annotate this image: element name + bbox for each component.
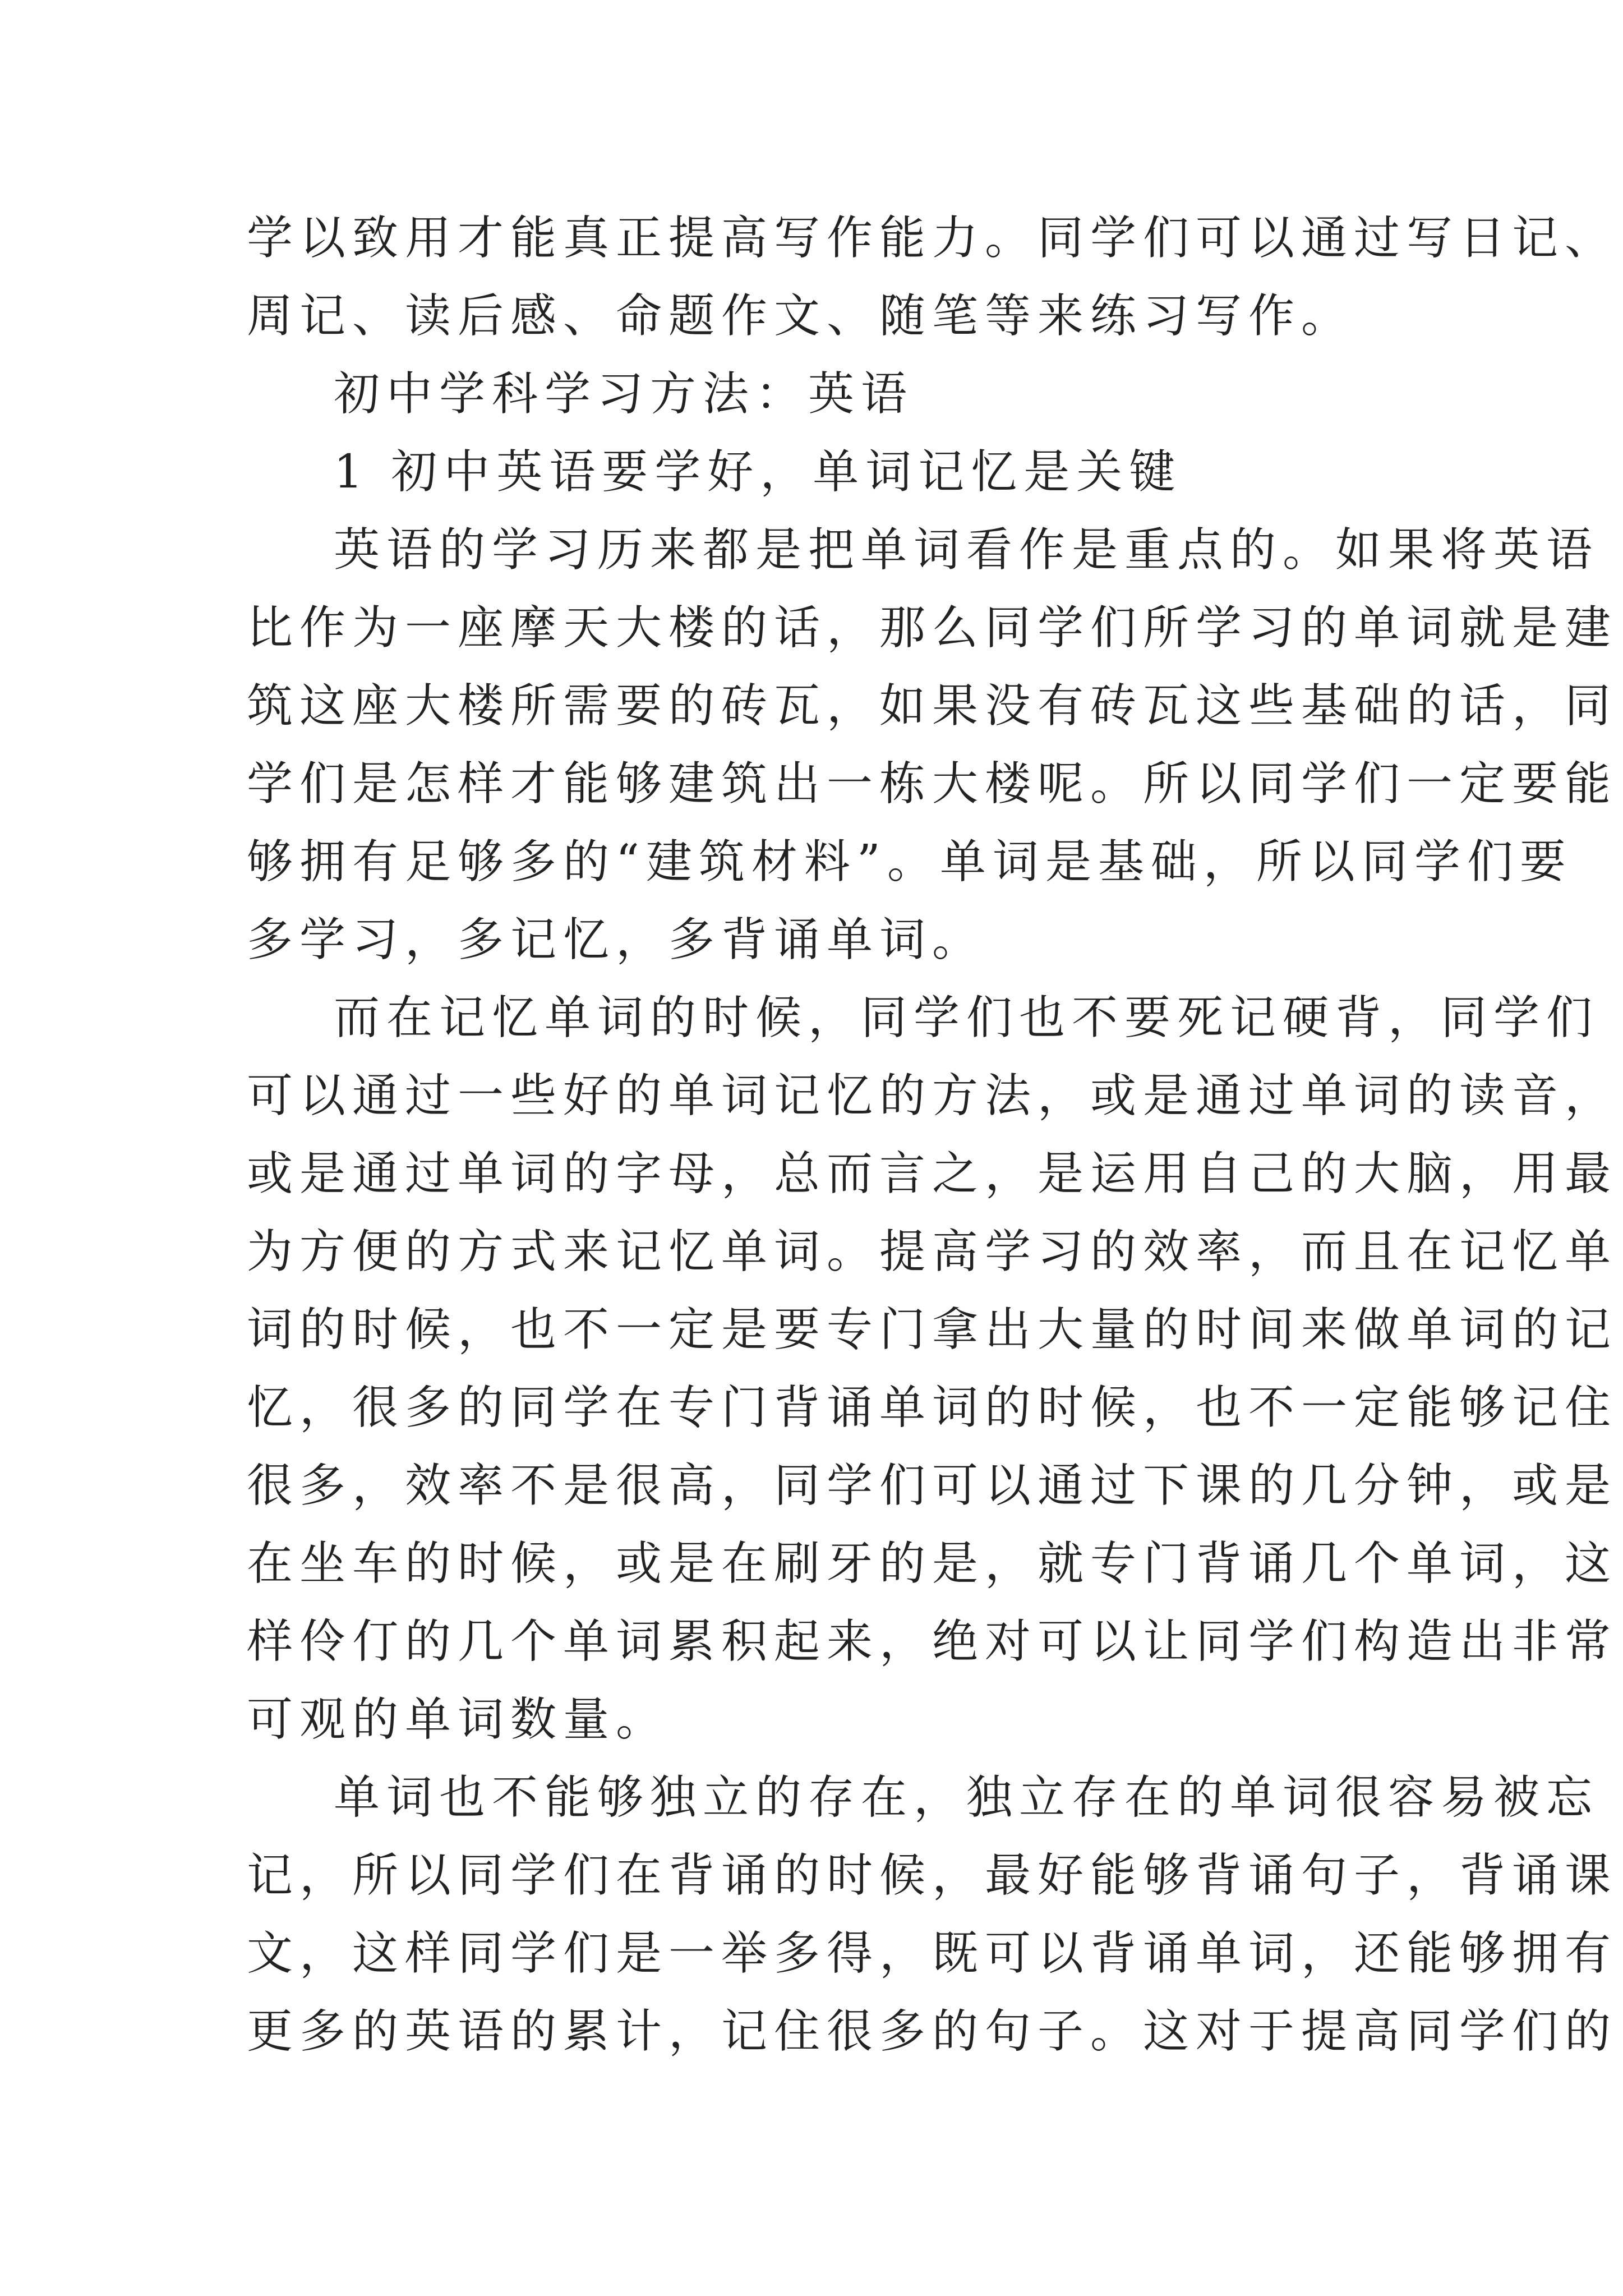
text-line: 英语的学习历来都是把单词看作是重点的。如果将英语 <box>334 523 1599 577</box>
text-line: 很多，效率不是很高，同学们可以通过下课的几分钟，或是 <box>247 1459 1618 1512</box>
text-line: 为方便的方式来记忆单词。提高学习的效率，而且在记忆单 <box>247 1225 1618 1278</box>
document-page <box>247 199 1618 2070</box>
text-line: 多学习，多记忆，多背诵单词。 <box>247 913 985 967</box>
text-line: 周记、读后感、命题作文、随笔等来练习写作。 <box>247 289 1354 343</box>
text-line: 文，这样同学们是一举多得，既可以背诵单词，还能够拥有 <box>247 1927 1618 1980</box>
text-line: 记，所以同学们在背诵的时候，最好能够背诵句子，背诵课 <box>247 1849 1618 1902</box>
text-line: 够拥有足够多的“建筑材料”。单词是基础，所以同学们要 <box>247 835 1573 889</box>
text-line: 比作为一座摩天大楼的话，那么同学们所学习的单词就是建 <box>247 601 1618 655</box>
text-line: 学们是怎样才能够建筑出一栋大楼呢。所以同学们一定要能 <box>247 757 1618 811</box>
text-line: 单词也不能够独立的存在，独立存在的单词很容易被忘 <box>334 1771 1599 1824</box>
text-line: 样伶仃的几个单词累积起来，绝对可以让同学们构造出非常 <box>247 1615 1618 1668</box>
subsection-heading: 1 初中英语要学好，单词记忆是关键 <box>334 445 1182 499</box>
text-line: 可以通过一些好的单词记忆的方法，或是通过单词的读音， <box>247 1069 1618 1122</box>
text-line: 筑这座大楼所需要的砖瓦，如果没有砖瓦这些基础的话，同 <box>247 679 1618 733</box>
text-line: 而在记忆单词的时候，同学们也不要死记硬背，同学们 <box>334 991 1599 1045</box>
text-line: 忆，很多的同学在专门背诵单词的时候，也不一定能够记住 <box>247 1381 1618 1434</box>
text-line: 在坐车的时候，或是在刷牙的是，就专门背诵几个单词，这 <box>247 1537 1618 1590</box>
text-line: 可观的单词数量。 <box>247 1693 669 1746</box>
text-line: 更多的英语的累计，记住很多的句子。这对于提高同学们的 <box>247 2005 1618 2058</box>
text-line: 学以致用才能真正提高写作能力。同学们可以通过写日记、 <box>247 211 1618 265</box>
section-heading: 初中学科学习方法：英语 <box>334 367 914 421</box>
text-line: 词的时候，也不一定是要专门拿出大量的时间来做单词的记 <box>247 1303 1618 1356</box>
text-line: 或是通过单词的字母，总而言之，是运用自己的大脑，用最 <box>247 1147 1618 1200</box>
